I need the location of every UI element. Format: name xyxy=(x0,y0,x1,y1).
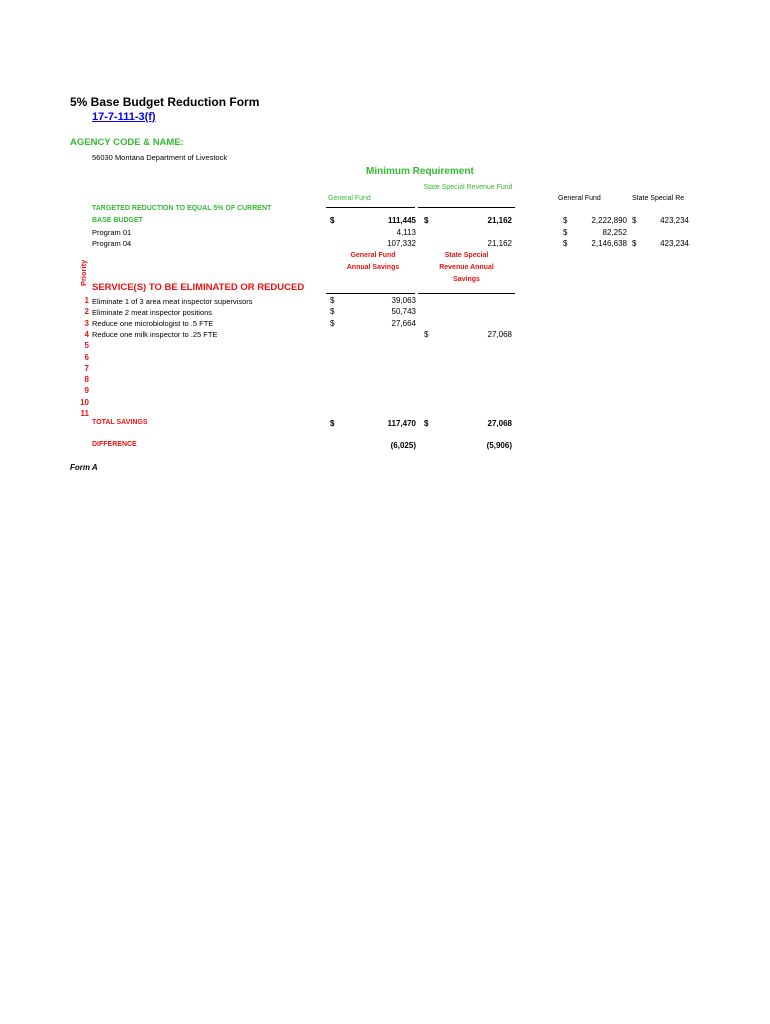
service-description: Eliminate 2 meat inspector positions xyxy=(92,307,213,317)
targeted-reduction-label: TARGETED REDUCTION TO EQUAL 5% OF CURRENT xyxy=(92,205,272,212)
program-01-gf: 4,113 xyxy=(396,228,416,237)
service-description: Reduce one milk inspector to .25 FTE xyxy=(92,330,218,340)
priority-number: 5 xyxy=(84,341,89,351)
base-budget-label: BASE BUDGET xyxy=(92,217,143,224)
statute-link[interactable]: 17-7-111-3(f) xyxy=(92,111,156,123)
service-gf-savings: 27,664 xyxy=(391,318,416,328)
ssr-savings-header-line2: Revenue Annual xyxy=(439,264,494,271)
right-program-01-gf: 82,252 xyxy=(602,228,627,237)
ssr-savings-rule xyxy=(418,293,515,294)
gf-savings-header-line1: General Fund xyxy=(350,252,396,259)
total-savings-label: TOTAL SAVINGS xyxy=(92,419,148,426)
gf-savings-header xyxy=(330,250,416,274)
priority-number: 2 xyxy=(84,307,89,317)
priority-number: 3 xyxy=(84,318,89,328)
service-ssr-dollar: $ xyxy=(424,329,429,339)
right-ssr-header: State Special Re xyxy=(632,195,685,202)
service-gf-dollar: $ xyxy=(330,307,335,317)
gf-savings-rule xyxy=(326,293,415,294)
right-base-ssr-value: 423,234 xyxy=(660,216,689,225)
agency-name: 56030 Montana Department of Livestock xyxy=(92,153,228,162)
base-gf-dollar: $ xyxy=(330,216,335,225)
right-program-01-dollar: $ xyxy=(563,228,568,237)
ssr-savings-header-line3: Savings xyxy=(453,276,480,283)
right-program-04-gf: 2,146,638 xyxy=(591,239,627,248)
service-ssr-savings: 27,068 xyxy=(487,329,512,339)
right-gf-header: General Fund xyxy=(558,195,601,202)
total-ssr-dollar: $ xyxy=(424,419,429,428)
service-gf-dollar: $ xyxy=(330,318,335,328)
priority-number: 6 xyxy=(84,352,89,362)
right-base-ssr-dollar: $ xyxy=(632,216,637,225)
program-04-gf: 107,332 xyxy=(387,239,416,248)
agency-label: AGENCY CODE & NAME: xyxy=(70,137,184,148)
service-description: Reduce one microbiologist to .5 FTE xyxy=(92,319,214,329)
service-gf-savings: 50,743 xyxy=(391,307,416,317)
priority-number: 1 xyxy=(84,296,89,305)
total-ssr-value: 27,068 xyxy=(487,419,512,428)
priority-number: 11 xyxy=(80,409,89,418)
ssr-savings-header-line1: State Special xyxy=(444,252,489,259)
total-gf-value: 117,470 xyxy=(387,419,416,428)
base-gf-value: 111,445 xyxy=(387,216,416,225)
service-gf-dollar: $ xyxy=(330,296,335,305)
right-base-gf-value: 2,222,890 xyxy=(591,216,627,225)
program-01-label: Program 01 xyxy=(92,228,132,237)
right-program-04-gf-dollar: $ xyxy=(563,239,568,248)
min-requirement-heading: Minimum Requirement xyxy=(366,166,474,177)
program-04-label: Program 04 xyxy=(92,239,132,248)
difference-ssr-value: (5,906) xyxy=(486,441,512,450)
base-ssr-value: 21,162 xyxy=(487,216,512,225)
priority-label: Priority xyxy=(79,259,88,286)
services-heading: SERVICE(S) TO BE ELIMINATED OR REDUCED xyxy=(92,282,305,293)
form-footer: Form A xyxy=(70,463,98,472)
priority-number: 8 xyxy=(84,375,89,385)
priority-number: 10 xyxy=(80,397,89,407)
total-gf-dollar: $ xyxy=(330,419,335,428)
gf-header-rule xyxy=(326,207,415,208)
program-04-ssr: 21,162 xyxy=(487,239,512,248)
ssr-header-rule xyxy=(418,207,515,208)
gf-savings-header-line2: Annual Savings xyxy=(346,264,400,271)
ssr-savings-header xyxy=(418,250,515,286)
difference-gf-value: (6,025) xyxy=(390,441,416,450)
right-program-04-ssr-dollar: $ xyxy=(632,239,637,248)
service-gf-savings: 39,063 xyxy=(391,296,416,305)
service-description: Eliminate 1 of 3 area meat inspector supervisors xyxy=(92,296,253,306)
form-title: 5% Base Budget Reduction Form xyxy=(70,95,260,109)
priority-number: 4 xyxy=(84,329,89,339)
gf-column-header: General Fund xyxy=(328,195,371,202)
right-base-gf-dollar: $ xyxy=(563,216,568,225)
priority-number: 7 xyxy=(84,363,89,373)
ssr-column-header: State Special Revenue Fund xyxy=(423,184,513,191)
difference-label: DIFFERENCE xyxy=(92,441,137,448)
base-ssr-dollar: $ xyxy=(424,216,429,225)
priority-number: 9 xyxy=(84,386,89,396)
right-program-04-ssr: 423,234 xyxy=(660,239,689,248)
